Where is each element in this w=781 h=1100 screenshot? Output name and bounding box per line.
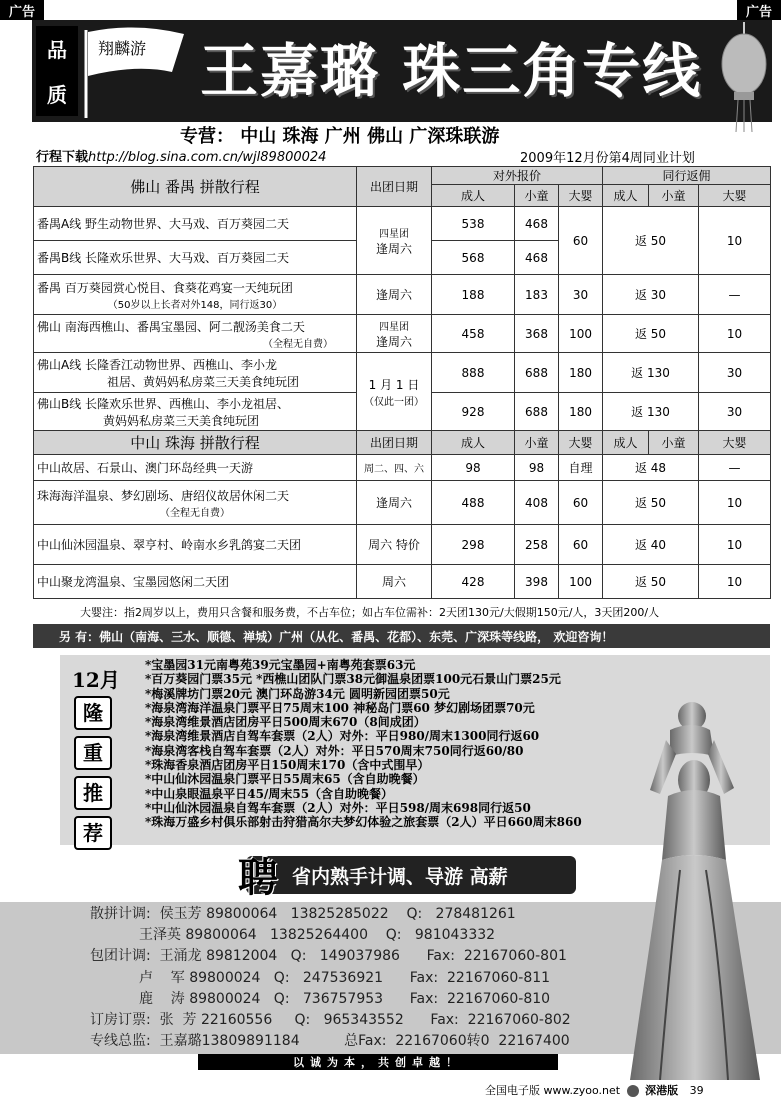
rebate-value: 返 130 (603, 393, 699, 431)
child-price: 408 (515, 481, 559, 525)
route-cell: 珠海海洋温泉、梦幻剧场、唐绍仪故居休闲二天 （全程无自费） (34, 481, 357, 525)
depart-cell: 周六 (357, 565, 432, 599)
promo-side-char: 重 (74, 736, 112, 770)
rebate-infant-header: 大婴 (699, 185, 771, 207)
table-row (34, 565, 771, 599)
depart-cell: 1 月 1 日 （仅此一团） (357, 353, 432, 431)
adult-header: 成人 (432, 431, 515, 455)
child-price: 468 (515, 207, 559, 241)
adult-price: 458 (432, 315, 515, 353)
rebate-value: 返 130 (603, 353, 699, 393)
promo-side-char: 推 (74, 776, 112, 810)
child-price: 258 (515, 525, 559, 565)
ad-label-left: 广告 (0, 0, 44, 20)
promo-side-label (74, 696, 118, 850)
table-row (34, 455, 771, 481)
contact-row: 散拼计调: 侯玉芳 89800064 13825285022 Q: 278481261 (90, 906, 516, 922)
promo-month: 12月 (72, 668, 120, 692)
contact-row: 专线总监: 王嘉璐13809891184 总Fax: 22167060转0 22167400 (90, 1033, 570, 1050)
rebate-adult-header: 成人 (603, 431, 649, 455)
infant-price: 100 (559, 565, 603, 599)
child-header: 小童 (515, 185, 559, 207)
motto-bar: 以诚为本，共创卓越！ (198, 1054, 558, 1070)
infant-price: 60 (559, 207, 603, 275)
adult-price: 538 (432, 207, 515, 241)
edition-text: 全国电子版 www.zyoo.net (485, 1084, 621, 1097)
statue-illustration (610, 700, 781, 1080)
adult-price: 568 (432, 241, 515, 275)
depart-cell: 四星团 逢周六 (357, 207, 432, 275)
list-item: *珠海香泉酒店团房平日150周末170（含中式围早） (145, 758, 430, 773)
depart-cell: 逢周六 (357, 481, 432, 525)
recruit-text: 省内熟手计调、导游 高薪 (292, 866, 508, 888)
quality-char-1: 品 (47, 38, 67, 62)
rebate-header: 同行返佣 (603, 167, 771, 185)
route-name: 中山故居、石景山、澳门环岛经典一天游 (34, 455, 357, 481)
rebate-value: 返 48 (603, 455, 699, 481)
depart-cell: 四星团 逢周六 (357, 315, 432, 353)
section2-title: 中山 珠海 拼散行程 (34, 431, 357, 455)
depart-cell: 周六 特价 (357, 525, 432, 565)
rebate-value: 返 50 (603, 481, 699, 525)
depart-cell: 周二、四、六 (357, 455, 432, 481)
rebate-infant: — (699, 275, 771, 315)
adult-price: 188 (432, 275, 515, 315)
flag-text: 翔麟游 (98, 39, 147, 58)
page-number: 39 (689, 1084, 704, 1097)
contact-row: 王泽英 89800064 13825264400 Q: 981043332 (90, 927, 496, 944)
recruit-char: 聘 (238, 854, 278, 901)
table-row (34, 481, 771, 525)
banner-title: 王嘉璐 珠三角专线 (200, 37, 703, 105)
list-item: *梅溪牌坊门票20元 澳门环岛游34元 圆明新园团票50元 (145, 686, 450, 701)
contact-row: 卢 军 89800024 Q: 247536921 Fax: 22167060-811 (90, 969, 551, 986)
contact-row: 鹿 涛 89800024 Q: 736757953 Fax: 22167060-810 (90, 990, 551, 1007)
contact-row: 订房订票: 张 芳 22160556 Q: 965343552 Fax: 22167060-802 (90, 1012, 571, 1029)
infant-price: 180 (559, 353, 603, 393)
table-row (34, 315, 771, 353)
quality-badge (36, 26, 78, 116)
region-label: 深港版 (645, 1084, 679, 1097)
lantern-icon (718, 22, 770, 134)
rebate-infant: 10 (699, 315, 771, 353)
specialty-line: 专营： 中山 珠海 广州 佛山 广深珠联游 (180, 126, 500, 147)
contact-row: 包团计调: 王涌龙 89812004 Q: 149037986 Fax: 22167060-801 (90, 948, 567, 965)
child-price: 688 (515, 393, 559, 431)
rebate-child-header: 小童 (649, 431, 699, 455)
adult-price: 298 (432, 525, 515, 565)
infant-price: 180 (559, 393, 603, 431)
external-header: 对外报价 (432, 167, 603, 185)
rebate-adult-header: 成人 (603, 185, 649, 207)
adult-price: 928 (432, 393, 515, 431)
itinerary-table (33, 166, 771, 599)
adult-price: 98 (432, 455, 515, 481)
table-row (34, 353, 771, 393)
route-cell: 番禺 百万葵园赏心悦目、食葵花鸡宴一天纯玩团 （50岁以上长者对外148，同行返30） (34, 275, 357, 315)
route-cell: 佛山B线 长隆欢乐世界、西樵山、李小龙祖居、 黄妈妈私房菜三天美食纯玩团 (34, 393, 357, 431)
list-item: *海泉湾客栈自驾车套票（2人）对外：平日570周末750同行返60/80 (145, 743, 524, 758)
list-item: *中山仙沐园温泉门票平日55周末65（含自助晚餐） (145, 772, 425, 787)
rebate-value: 返 40 (603, 525, 699, 565)
rebate-value: 返 50 (603, 565, 699, 599)
infant-price: 100 (559, 315, 603, 353)
depart-cell: 逢周六 (357, 275, 432, 315)
depart-header: 出团日期 (357, 167, 432, 207)
child-price: 398 (515, 565, 559, 599)
list-item: *海泉湾维景酒店团房平日500周末670（8间成团） (145, 715, 426, 730)
route-name: 番禺A线 野生动物世界、大马戏、百万葵园二天 (34, 207, 357, 241)
edition-logo-icon (627, 1085, 639, 1097)
child-price: 468 (515, 241, 559, 275)
section1-title: 佛山 番禺 拼散行程 (34, 167, 357, 207)
table-row (34, 275, 771, 315)
table-row (34, 525, 771, 565)
rebate-value: 返 50 (603, 207, 699, 275)
rebate-child-header: 小童 (649, 185, 699, 207)
rebate-infant: 10 (699, 207, 771, 275)
child-price: 368 (515, 315, 559, 353)
list-item: *海泉湾海洋温泉门票平日75周末100 神秘岛门票60 梦幻剧场团票70元 (145, 700, 535, 715)
infant-price: 60 (559, 481, 603, 525)
route-cell: 佛山A线 长隆香江动物世界、西樵山、李小龙 祖居、黄妈妈私房菜三天美食纯玩团 (34, 353, 357, 393)
table-row (34, 207, 771, 241)
rebate-infant: 30 (699, 393, 771, 431)
child-price: 688 (515, 353, 559, 393)
list-item: *中山泉眼温泉平日45/周末55（含自助晚餐） (145, 786, 394, 801)
infant-header: 大婴 (559, 431, 603, 455)
quality-char-2: 质 (47, 83, 67, 107)
rebate-infant: 10 (699, 525, 771, 565)
infant-price: 自理 (559, 455, 603, 481)
list-item: *海泉湾维景酒店自驾车套票（2人）对外：平日980/周末1300同行返60 (145, 729, 540, 744)
promo-side-char: 荐 (74, 816, 112, 850)
rebate-infant: 30 (699, 353, 771, 393)
download-label: 行程下载 (36, 150, 89, 165)
adult-price: 888 (432, 353, 515, 393)
rebate-infant: 10 (699, 565, 771, 599)
adult-price: 428 (432, 565, 515, 599)
contact-list (90, 904, 571, 1052)
route-name: 中山聚龙湾温泉、宝墨园悠闲二天团 (34, 565, 357, 599)
route-name: 中山仙沐园温泉、翠亨村、岭南水乡乳鸽宴二天团 (34, 525, 357, 565)
child-price: 183 (515, 275, 559, 315)
plan-title: 2009年12月份第4周同业计划 (520, 151, 695, 166)
infant-header: 大婴 (559, 185, 603, 207)
child-price: 98 (515, 455, 559, 481)
list-item: *宝墨园31元南粤苑39元宝墨园+南粤苑套票63元 (145, 658, 416, 672)
promo-side-char: 隆 (74, 696, 112, 730)
rebate-value: 返 50 (603, 315, 699, 353)
also-available-bar: 另 有：佛山（南海、三水、顺德、禅城）广州（从化、番禺、花都）、东莞、广深珠等线路， 欢迎咨询！ (33, 624, 770, 648)
infant-price: 30 (559, 275, 603, 315)
ad-label-right: 广告 (737, 0, 781, 20)
depart-header: 出团日期 (357, 431, 432, 455)
adult-header: 成人 (432, 185, 515, 207)
blog-link[interactable]: http://blog.sina.com.cn/wjl89800024 (88, 150, 327, 165)
promo-list (145, 658, 582, 830)
infant-footnote: 大婴注：指2周岁以上，费用只含餐和服务费，不占车位；如占车位需补：2天团130元/大假期150元/人，3天团200/人 (80, 606, 660, 619)
rebate-infant-header: 大婴 (699, 431, 771, 455)
child-header: 小童 (515, 431, 559, 455)
rebate-infant: — (699, 455, 771, 481)
adult-price: 488 (432, 481, 515, 525)
page-footer (485, 1082, 704, 1098)
route-cell: 佛山 南海西樵山、番禺宝墨园、阿二靓汤美食二天 （全程无自费） (34, 315, 357, 353)
list-item: *珠海万盛乡村俱乐部射击狩猎高尔夫梦幻体验之旅套票（2人）平日660周末860 (145, 815, 582, 830)
route-name: 番禺B线 长隆欢乐世界、大马戏、百万葵园二天 (34, 241, 357, 275)
list-item: *百万葵园门票35元 *西樵山团队门票38元御温泉团票100元石景山门票25元 (145, 672, 561, 687)
rebate-value: 返 30 (603, 275, 699, 315)
flag-logo (76, 24, 196, 120)
infant-price: 60 (559, 525, 603, 565)
download-line (36, 146, 326, 165)
rebate-infant: 10 (699, 481, 771, 525)
list-item: *中山仙沐园温泉自驾车套票（2人）对外：平日598/周末698同行返50 (145, 800, 531, 815)
